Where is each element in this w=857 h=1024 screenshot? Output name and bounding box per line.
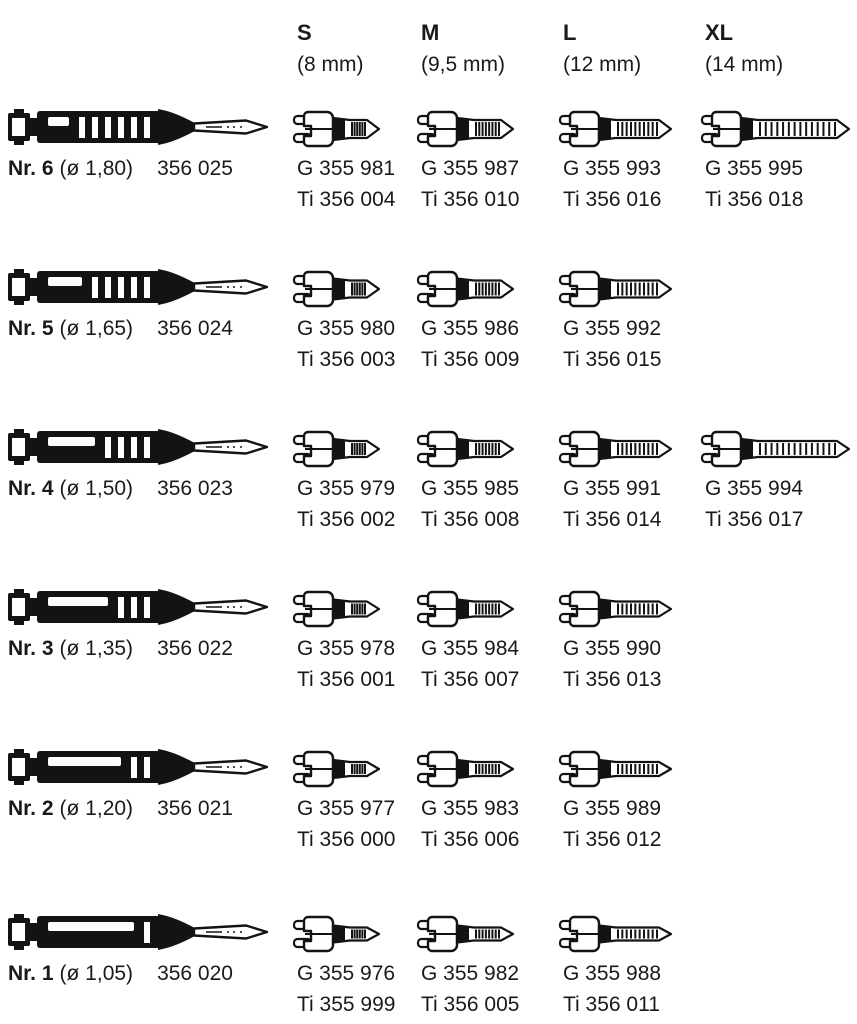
screw-post-icon (558, 426, 674, 472)
screw-post-icon (292, 586, 382, 632)
size-dimension: (14 mm) (705, 53, 784, 76)
titanium-part-number: Ti 356 004 (297, 188, 396, 211)
gold-part-number: G 355 991 (563, 477, 662, 500)
gold-part-number: G 355 990 (563, 637, 662, 660)
titanium-part-number: Ti 356 009 (421, 348, 520, 371)
titanium-part-number: Ti 355 999 (297, 993, 396, 1016)
screw-post-icon (558, 911, 674, 957)
gold-part-number: G 355 980 (297, 317, 396, 340)
size-dimension: (9,5 mm) (421, 53, 505, 76)
product-diameter: (ø 1,50) (59, 477, 134, 500)
titanium-part-number: Ti 356 008 (421, 508, 520, 531)
product-label (8, 317, 233, 341)
screw-post-icon (558, 106, 674, 152)
titanium-part-number: Ti 356 003 (297, 348, 396, 371)
titanium-part-number: Ti 356 001 (297, 668, 396, 691)
product-ref: 356 025 (157, 157, 233, 180)
size-column-header (705, 20, 783, 78)
product-ref: 356 020 (157, 962, 233, 985)
titanium-part-number: Ti 356 015 (563, 348, 662, 371)
screw-post-icon (292, 106, 382, 152)
product-diameter: (ø 1,65) (59, 317, 134, 340)
size-column-header (297, 20, 364, 78)
product-label (8, 477, 233, 501)
gold-part-number: G 355 977 (297, 797, 396, 820)
product-ref: 356 023 (157, 477, 233, 500)
product-row (0, 740, 857, 892)
product-diameter: (ø 1,80) (59, 157, 134, 180)
product-name: Nr. 6 (8, 157, 54, 180)
size-dimension: (8 mm) (297, 53, 364, 76)
gold-part-number: G 355 984 (421, 637, 520, 660)
gold-part-number: G 355 993 (563, 157, 662, 180)
titanium-part-number: Ti 356 013 (563, 668, 662, 691)
screw-post-icon (558, 746, 674, 792)
size-label: XL (705, 20, 734, 45)
screw-post-icon (416, 426, 516, 472)
screw-post-icon (292, 911, 382, 957)
gold-part-number: G 355 985 (421, 477, 520, 500)
product-label (8, 157, 233, 181)
screw-post-icon (558, 586, 674, 632)
titanium-part-number: Ti 356 010 (421, 188, 520, 211)
titanium-part-number: Ti 356 012 (563, 828, 662, 851)
product-diameter: (ø 1,20) (59, 797, 134, 820)
product-name: Nr. 3 (8, 637, 54, 660)
reamer-drill-icon (6, 907, 274, 957)
gold-part-number: G 355 994 (705, 477, 804, 500)
product-row (0, 260, 857, 412)
screw-post-icon (700, 426, 852, 472)
screw-post-icon (292, 426, 382, 472)
gold-part-number: G 355 982 (421, 962, 520, 985)
product-label (8, 962, 233, 986)
titanium-part-number: Ti 356 005 (421, 993, 520, 1016)
product-ref: 356 021 (157, 797, 233, 820)
product-row (0, 905, 857, 1024)
reamer-drill-icon (6, 262, 274, 312)
gold-part-number: G 355 989 (563, 797, 662, 820)
product-diameter: (ø 1,05) (59, 962, 134, 985)
product-ref: 356 022 (157, 637, 233, 660)
reamer-drill-icon (6, 102, 274, 152)
product-row (0, 580, 857, 732)
product-label (8, 797, 233, 821)
gold-part-number: G 355 987 (421, 157, 520, 180)
product-label (8, 637, 233, 661)
gold-part-number: G 355 988 (563, 962, 662, 985)
product-row (0, 420, 857, 572)
gold-part-number: G 355 992 (563, 317, 662, 340)
titanium-part-number: Ti 356 007 (421, 668, 520, 691)
product-name: Nr. 4 (8, 477, 54, 500)
size-label: M (421, 20, 440, 45)
screw-post-icon (416, 106, 516, 152)
gold-part-number: G 355 976 (297, 962, 396, 985)
product-name: Nr. 1 (8, 962, 54, 985)
gold-part-number: G 355 981 (297, 157, 396, 180)
gold-part-number: G 355 978 (297, 637, 396, 660)
size-column-header (421, 20, 505, 78)
size-dimension: (12 mm) (563, 53, 642, 76)
screw-post-icon (292, 266, 382, 312)
gold-part-number: G 355 986 (421, 317, 520, 340)
product-diameter: (ø 1,35) (59, 637, 134, 660)
size-column-header (563, 20, 641, 78)
screw-post-icon (292, 746, 382, 792)
screw-post-icon (416, 911, 516, 957)
titanium-part-number: Ti 356 016 (563, 188, 662, 211)
screw-post-icon (416, 266, 516, 312)
gold-part-number: G 355 995 (705, 157, 804, 180)
reamer-drill-icon (6, 742, 274, 792)
titanium-part-number: Ti 356 011 (563, 993, 660, 1016)
screw-post-icon (416, 746, 516, 792)
product-ref: 356 024 (157, 317, 233, 340)
screw-post-icon (416, 586, 516, 632)
screw-post-icon (700, 106, 852, 152)
titanium-part-number: Ti 356 006 (421, 828, 520, 851)
gold-part-number: G 355 979 (297, 477, 396, 500)
product-name: Nr. 5 (8, 317, 54, 340)
reamer-drill-icon (6, 422, 274, 472)
product-name: Nr. 2 (8, 797, 54, 820)
product-row (0, 100, 857, 252)
size-label: L (563, 20, 577, 45)
size-label: S (297, 20, 312, 45)
titanium-part-number: Ti 356 018 (705, 188, 804, 211)
screw-post-icon (558, 266, 674, 312)
titanium-part-number: Ti 356 002 (297, 508, 396, 531)
titanium-part-number: Ti 356 000 (297, 828, 396, 851)
reamer-drill-icon (6, 582, 274, 632)
titanium-part-number: Ti 356 014 (563, 508, 662, 531)
gold-part-number: G 355 983 (421, 797, 520, 820)
titanium-part-number: Ti 356 017 (705, 508, 804, 531)
